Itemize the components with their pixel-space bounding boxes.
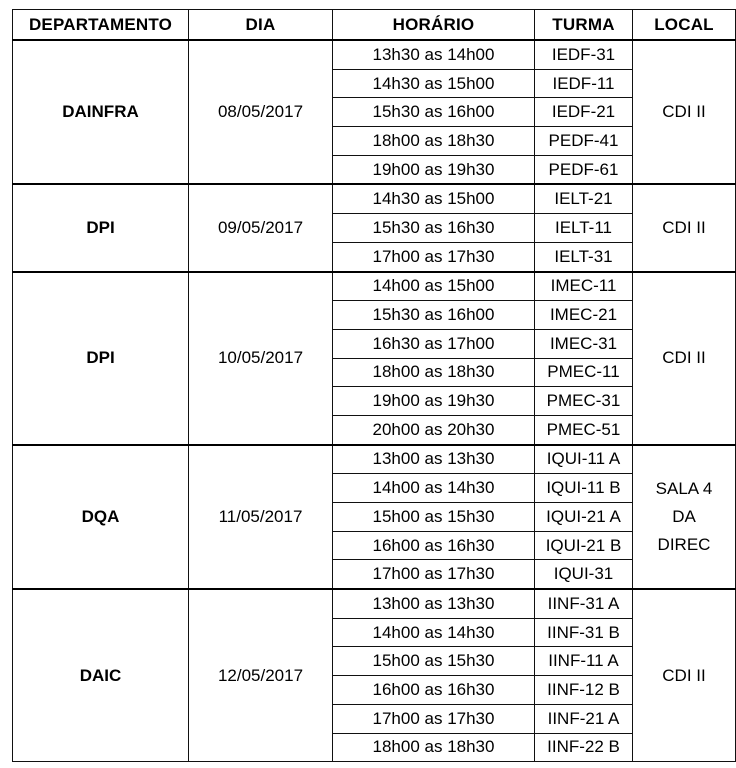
horario-cell: 15h30 as 16h30 xyxy=(333,214,535,243)
horario-cell: 17h00 as 17h30 xyxy=(333,704,535,733)
horario-cell: 18h00 as 18h30 xyxy=(333,733,535,762)
turma-cell: PEDF-61 xyxy=(535,155,633,184)
turma-cell: IELT-21 xyxy=(535,184,633,213)
departamento-cell: DAINFRA xyxy=(13,40,189,184)
local-cell: SALA 4 DA DIREC xyxy=(633,445,736,589)
turma-cell: IQUI-31 xyxy=(535,560,633,589)
horario-cell: 17h00 as 17h30 xyxy=(333,242,535,271)
turma-cell: IQUI-11 A xyxy=(535,445,633,474)
turma-cell: IINF-11 A xyxy=(535,647,633,676)
local-cell: CDI II xyxy=(633,40,736,184)
turma-cell: IQUI-11 B xyxy=(535,474,633,503)
turma-cell: IQUI-21 A xyxy=(535,503,633,532)
turma-cell: IINF-31 B xyxy=(535,618,633,647)
horario-cell: 15h00 as 15h30 xyxy=(333,647,535,676)
header-horario: HORÁRIO xyxy=(333,10,535,41)
turma-cell: PMEC-31 xyxy=(535,387,633,416)
horario-cell: 14h00 as 15h00 xyxy=(333,272,535,301)
turma-cell: PMEC-11 xyxy=(535,358,633,387)
turma-cell: IQUI-21 B xyxy=(535,531,633,560)
horario-cell: 20h00 as 20h30 xyxy=(333,415,535,444)
header-row xyxy=(13,10,736,41)
turma-cell: IMEC-31 xyxy=(535,329,633,358)
horario-cell: 15h30 as 16h00 xyxy=(333,98,535,127)
turma-cell: IINF-12 B xyxy=(535,676,633,705)
horario-cell: 16h00 as 16h30 xyxy=(333,676,535,705)
horario-cell: 13h30 as 14h00 xyxy=(333,40,535,69)
horario-cell: 14h00 as 14h30 xyxy=(333,474,535,503)
departamento-cell: DQA xyxy=(13,445,189,589)
dia-cell: 11/05/2017 xyxy=(189,445,333,589)
turma-cell: IMEC-21 xyxy=(535,301,633,330)
turma-cell: IEDF-31 xyxy=(535,40,633,69)
schedule-table xyxy=(12,9,736,762)
turma-cell: IELT-11 xyxy=(535,214,633,243)
dia-cell: 08/05/2017 xyxy=(189,40,333,184)
horario-cell: 17h00 as 17h30 xyxy=(333,560,535,589)
departamento-cell: DPI xyxy=(13,272,189,445)
turma-cell: IINF-21 A xyxy=(535,704,633,733)
dia-cell: 09/05/2017 xyxy=(189,184,333,271)
horario-cell: 15h30 as 16h00 xyxy=(333,301,535,330)
horario-cell: 16h00 as 16h30 xyxy=(333,531,535,560)
turma-cell: IINF-22 B xyxy=(535,733,633,762)
header-turma: TURMA xyxy=(535,10,633,41)
horario-cell: 19h00 as 19h30 xyxy=(333,387,535,416)
table-row xyxy=(13,184,736,213)
departamento-cell: DAIC xyxy=(13,589,189,762)
table-row xyxy=(13,40,736,69)
turma-cell: PEDF-41 xyxy=(535,127,633,156)
dia-cell: 10/05/2017 xyxy=(189,272,333,445)
local-cell: CDI II xyxy=(633,184,736,271)
horario-cell: 14h30 as 15h00 xyxy=(333,69,535,98)
table-header xyxy=(13,10,736,41)
local-cell: CDI II xyxy=(633,272,736,445)
table-body xyxy=(13,40,736,762)
turma-cell: IEDF-11 xyxy=(535,69,633,98)
local-cell: CDI II xyxy=(633,589,736,762)
horario-cell: 14h30 as 15h00 xyxy=(333,184,535,213)
turma-cell: IEDF-21 xyxy=(535,98,633,127)
horario-cell: 18h00 as 18h30 xyxy=(333,358,535,387)
header-dia: DIA xyxy=(189,10,333,41)
table-row xyxy=(13,589,736,618)
horario-cell: 13h00 as 13h30 xyxy=(333,445,535,474)
table-row xyxy=(13,445,736,474)
table-row xyxy=(13,272,736,301)
horario-cell: 15h00 as 15h30 xyxy=(333,503,535,532)
turma-cell: IINF-31 A xyxy=(535,589,633,618)
dia-cell: 12/05/2017 xyxy=(189,589,333,762)
horario-cell: 16h30 as 17h00 xyxy=(333,329,535,358)
horario-cell: 19h00 as 19h30 xyxy=(333,155,535,184)
horario-cell: 14h00 as 14h30 xyxy=(333,618,535,647)
departamento-cell: DPI xyxy=(13,184,189,271)
turma-cell: IELT-31 xyxy=(535,242,633,271)
horario-cell: 18h00 as 18h30 xyxy=(333,127,535,156)
header-local: LOCAL xyxy=(633,10,736,41)
header-departamento: DEPARTAMENTO xyxy=(13,10,189,41)
horario-cell: 13h00 as 13h30 xyxy=(333,589,535,618)
turma-cell: IMEC-11 xyxy=(535,272,633,301)
turma-cell: PMEC-51 xyxy=(535,415,633,444)
